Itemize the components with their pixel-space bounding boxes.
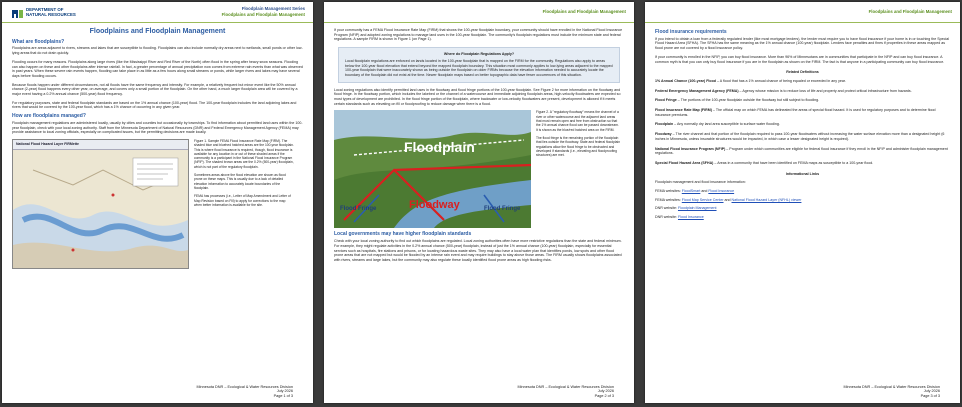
- flood-map-service-center-link[interactable]: Flood Map Service Center: [681, 197, 724, 202]
- page-header: [645, 2, 960, 23]
- paragraph: If your community has a FEMA Flood Insurance Rate Map (FIRM) that shows the 100-year floodplain boundary, your community should have enrolled in the National Flood Insurance Program (NFIP) and adopted zoning regulations to manage land uses in the 100-year floodplain. The community's floodplain regulations must include the minimum state and federal regulations. A sample FIRM is shown in Figure 1 (on Page 1).: [334, 28, 623, 42]
- regulations-box: [338, 47, 620, 83]
- mn-logo-icon: [12, 6, 23, 17]
- dnr-flood-insurance-link[interactable]: Flood Insurance: [677, 215, 704, 220]
- floodway-label: Floodway: [409, 199, 460, 212]
- definition-item: Federal Emergency Management Agency (FEMA) – Agency whose mission is to reduce loss of life and property and protect critical infrastructure from hazards.: [655, 88, 912, 93]
- flood-insurance-link[interactable]: Flood Insurance: [708, 189, 735, 194]
- firm-map-image: [12, 139, 189, 269]
- dnr-logo: [12, 6, 76, 17]
- paragraph: For regulatory purposes, state and federal floodplain standards are based on the 1% annual chance (100-year) flood. The 100-year floodplain includes the land adjoining lakes and rivers that would be covered by the 100-year flood, which has a 1% chance of occurring in any given year.: [12, 100, 297, 110]
- links-title: Informational Links: [785, 171, 820, 176]
- floodplain-label: Floodplain: [404, 139, 475, 156]
- definition-item: Floodplain – Any normally dry land area susceptible to surface water flooding.: [655, 122, 780, 127]
- paragraph: Floodplains are areas adjacent to rivers, streams and lakes that are susceptible to flooding. Floodplains can also include normally dry areas next to wetlands, small ponds or other low-lying areas that do not drain quickly.: [12, 46, 303, 56]
- definition-item: Flood Fringe – The portions of the 100-year floodplain outside the floodway but still subject to flooding.: [655, 98, 820, 103]
- map-graphic: [13, 150, 188, 269]
- topic-title: Floodplains and Floodplain Management: [542, 9, 626, 14]
- page-footer: [196, 385, 293, 399]
- series-title: Floodplain Management Series: [241, 6, 305, 11]
- agency-name-line2: NATURAL RESOURCES: [26, 11, 76, 17]
- agency-name-line1: DEPARTMENT OF: [26, 6, 64, 12]
- link-row: FEMA websites: FloodSmart and Flood Insurance: [655, 189, 735, 194]
- definition-item: Floodway – The river channel and that portion of the floodplain required to pass 100-year floodwaters without increasing the water surface elevation more than a designated height (6 inches in Minnesota, unless insurable structures would be impacted, in which case a lesser designated height is required).: [655, 132, 945, 141]
- dnr-floodplain-management-link[interactable]: Floodplain Management: [677, 206, 717, 211]
- heading-insurance: Flood insurance requirements: [655, 29, 727, 35]
- page-footer: [517, 385, 614, 399]
- footer-date: July 2026: [923, 389, 940, 394]
- page-header: [2, 2, 313, 23]
- footer-page-number: Page 3 of 3: [920, 394, 940, 399]
- paragraph: Flooding occurs for many reasons. Floodplains along large rivers (like the Mississippi River and Red River of the North) often flood in the spring after heavy snow seasons. Flooding can also happen on these and other floodplains after intense rainfall. In fact, a greater percentage of annual precipitation now comes from extreme rain events than what was observed in past years. When these severe rain events happen, flooding can take place in as little as a few hours along small streams or ponds, while larger rivers and lakes may have several days before flooding occurs.: [12, 59, 303, 78]
- box-text: Local floodplain regulations are enforced on lands located in the 100-year floodplain that is mapped on the FIRM for the community. Regulations also apply to areas below the 100-year flood elevation that extend beyond the mapped floodplain boundary. This situation most commonly applies to low-lying areas adjacent to the mapped 100-year floodplain that were inaccurately shown as being outside the floodplain on older FIRMs because the elevation information needed to accurately locate the boundary of the floodplain did not exist at the time. Newer floodplain maps based on better topographic data have fewer occurrences of this situation.: [345, 58, 613, 77]
- heading-local: Local governments may have higher floodplain standards: [334, 231, 472, 238]
- links-intro: Floodplain management and flood insurance information:: [655, 180, 746, 185]
- page-footer: [843, 385, 940, 399]
- flood-fringe-label-left: Flood Fringe: [340, 206, 377, 213]
- page-2: [324, 2, 634, 403]
- flood-fringe-label-right: Flood Fringe: [484, 206, 521, 213]
- paragraph: Floodplain management regulations are administered locally, usually by cities and counties but occasionally by townships. To find information about permitted land uses within the 100-year floodplain, check with your local zoning authority. Staff from the Minnesota Department of Natural Resources (DNR) and Federal Emergency Management Agency (FEMA) may provide assistance to local zoning officials, especially on complicated issues, but the permitting decisions are made locally.: [12, 120, 303, 135]
- footer-page-number: Page 2 of 3: [594, 394, 614, 399]
- paragraph: If you intend to obtain a loan from a federally regulated lender (like most mortgage lenders), the lender must require you to have flood insurance if your home is in or touching the Special Flood Hazard Area (SFHA). The SFHA has the same meaning as the 1% annual chance (100-year) floodplain. Lenders face penalties and fines if properties in these areas mapped as flood prone are not covered by a flood insurance policy.: [655, 36, 950, 51]
- paragraph: Local zoning regulations also identify permitted land uses in the floodway and flood fringe portions of the 100-year floodplain. See Figure 2 for more information on the floodway and flood fringe. In the floodway portion, which includes the lakebed or the channel of a watercourse and immediate adjoining floodplain areas, high-velocity floodwaters are expected so most types of development are prohibited. In the flood fringe portion of the floodplain, where backwater or low-velocity floodwaters are present, development is allowed if it meets certain standards such as elevating on fill or floodproofing to reduce damage when there is a flood.: [334, 87, 621, 106]
- link-row: DNR website: Flood Insurance: [655, 215, 704, 220]
- footer-page-number: Page 1 of 3: [273, 394, 293, 399]
- paragraph: Because floods happen under different circumstances, not all floods have the same frequency and intensity. For example, a relatively frequent but minor event like the 50% annual chance (2-year) flood happens every other year, on average, and covers only a small portion of the floodplain. On the other hand, a much larger floodplain area will be covered by a major event having a 0.2% annual chance (500-year) flood frequency.: [12, 82, 298, 97]
- heading-what: What are floodplains?: [12, 38, 65, 45]
- page-header: [324, 2, 634, 23]
- definition-item: Special Flood Hazard Area (SFHA) – Areas in a community that have been identified on FEMA maps as susceptible to a 100-year flood.: [655, 160, 874, 165]
- figure-2-caption-b: The flood fringe is the remaining portion of the floodplain that lies outside the floodway. State and federal floodplain regulations allow the flood fringe to be obstructed and developed if standards (i.e., elevating and floodproofing structures) are met.: [536, 135, 621, 158]
- footer-date: July 2026: [276, 389, 293, 394]
- footer-org: Minnesota DNR – Ecological & Water Resources Division: [843, 384, 940, 389]
- topic-title: Floodplains and Floodplain Management: [221, 11, 305, 17]
- box-title: Where do Floodplain Regulations Apply?: [443, 52, 515, 57]
- definition-item: 1% Annual Chance (100-year) Flood – A flood that has a 1% annual chance of being equaled or exceeded in any year.: [655, 78, 846, 83]
- map-title: National Flood Hazard Layer FIRMette: [13, 140, 188, 150]
- definition-item: Flood Insurance Rate Map (FIRM) – The official map on which FEMA has delineated the areas of special flood hazard. It is used for regulatory purposes and to determine flood insurance premiums.: [655, 108, 936, 117]
- figure-1-caption-b: Sometimes areas above the flood elevation are shown as flood prone on these maps. This is usually due to a lack of detailed elevation information to accurately locate boundaries of the floodplain.: [194, 173, 286, 190]
- definitions-title: Related Definitions: [786, 70, 819, 75]
- nfhl-viewer-link[interactable]: National Flood Hazard Layer (NFHL) viewer: [731, 197, 802, 202]
- footer-date: July 2026: [597, 389, 614, 394]
- link-row: FEMA websites: Flood Map Service Center and National Flood Hazard Layer (NFHL) viewer: [655, 197, 802, 202]
- heading-how: How are floodplains managed?: [12, 113, 86, 120]
- paragraph: Check with your local zoning authority to find out which floodplains are regulated. Local zoning authorities often have more restrictive regulations than the state and federal minimum. For example, they might regulate activities in the 0.2% annual chance (500-year) floodplain, instead of just the 1% annual chance (100-year) floodplain, especially for essential services such as hospitals, fire stations and prisons, or for locating hazardous waste sites. They may also have a local water plan that identifies ponds, low spots and other flood prone areas that are not mapped but would be flooded by an intense rain event and may require buildings to stay above those areas. The FIRM usually shows floodplains associated with rivers, streams and large lakes, but the community may also regulate these locally identified flood prone areas as high flooding risks.: [334, 239, 622, 262]
- floodsmart-link[interactable]: FloodSmart: [681, 189, 701, 194]
- link-row: DNR website: Floodplain Management: [655, 206, 717, 211]
- topic-title: Floodplains and Floodplain Management: [868, 9, 952, 14]
- page-1: [2, 2, 313, 403]
- footer-org: Minnesota DNR – Ecological & Water Resources Division: [517, 384, 614, 389]
- footer-org: Minnesota DNR – Ecological & Water Resources Division: [196, 384, 293, 389]
- figure-2-caption: Figure 2. A "regulatory floodway" means the channel of a river or other watercourse and the adjacent land areas that must remain open and free from obstruction so that the 1% annual chance flood can be passed downstream. It is shown as the blue/red hatched area on the FIRM.: [536, 110, 619, 132]
- figure-1-caption: Figure 1. Sample FEMA Flood Insurance Rate Map (FIRM). The shaded blue and bluehed hatched areas are the 100-year floodplain. This is where flood insurance is required, though, flood insurance is available for any location in or out of these shaded areas if the community is a participant in the National Flood Insurance Program (NFIP). The shaded brown areas are the 0.2% (500-year) floodplain, which is not part of the regulatory floodplain.: [194, 138, 294, 169]
- floodway-diagram-image: [334, 110, 531, 228]
- figure-1-caption-c: FEMA has processes (i.e., Letter of Map Amendment and Letter of Map Revision based on Fill) to apply for corrections to the map when better information is available for the site.: [194, 194, 291, 207]
- page-3: [645, 2, 960, 403]
- paragraph: If your community is enrolled in the NFIP, you can buy flood insurance. More than 96% of Minnesotans are in communities that participate in the NFIP and can buy flood insurance. A common myth is that you can only buy flood insurance if you are in the floodplain as shown on the FIRM. The fact is that anyone in a participating community can buy flood insurance.: [655, 54, 945, 64]
- definition-item: National Flood Insurance Program (NFIP) – Program under which communities are eligible for federal flood insurance if they enroll in the NFIP and administer floodplain management regulations.: [655, 146, 948, 156]
- page-title: Floodplains and Floodplain Management: [89, 28, 226, 35]
